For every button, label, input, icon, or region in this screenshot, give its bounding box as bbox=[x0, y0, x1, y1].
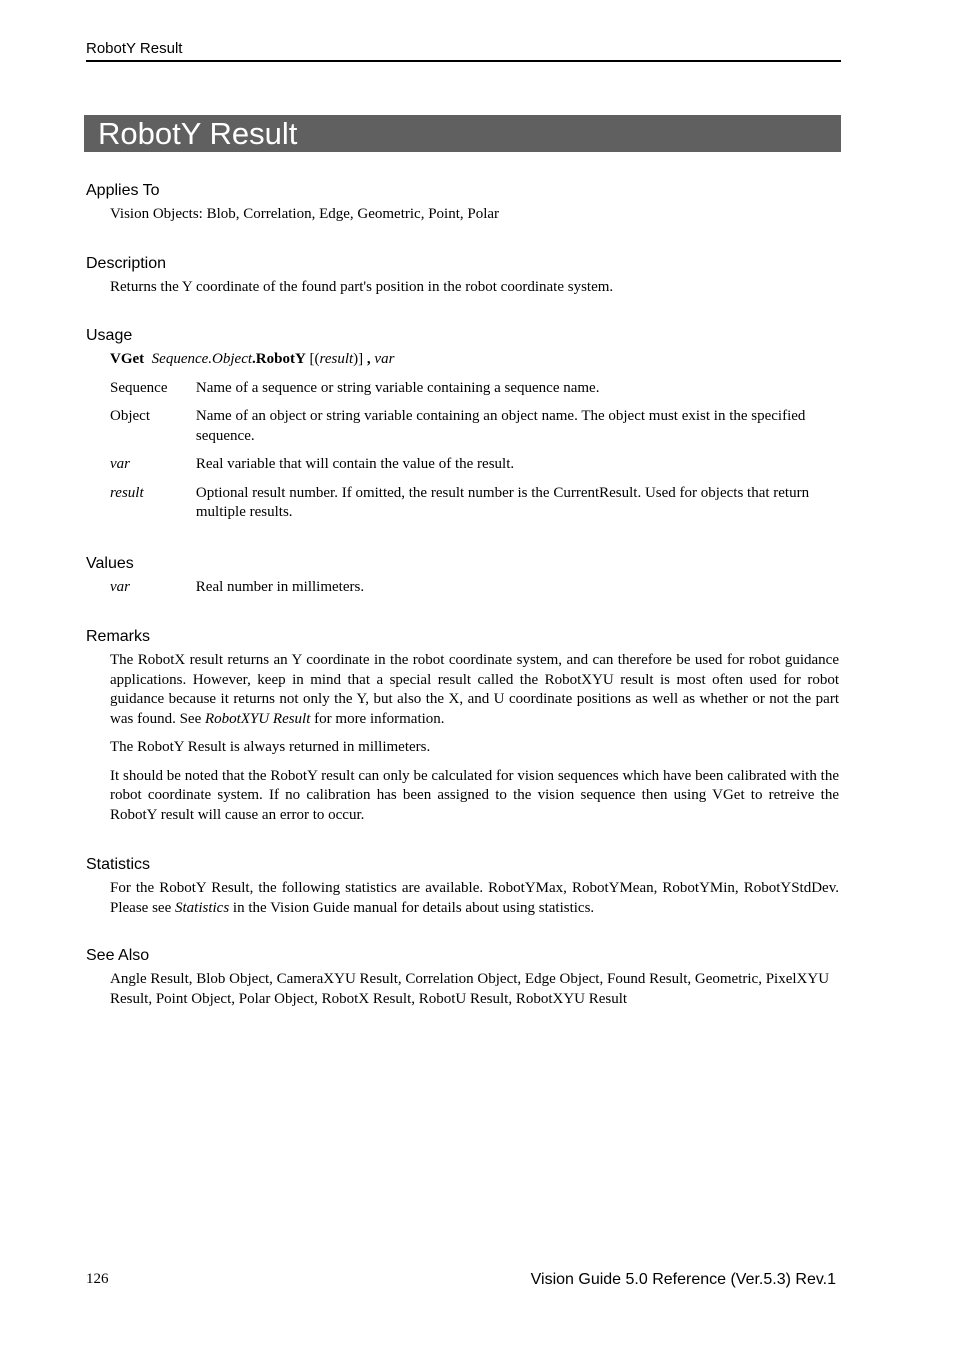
param-name: Object bbox=[110, 408, 150, 424]
remarks-text: for more information. bbox=[310, 710, 445, 727]
applies-to-heading: Applies To bbox=[86, 182, 160, 199]
param-row bbox=[110, 484, 839, 532]
description-text: Returns the Y coordinate of the found part's position in the robot coordinate system. bbox=[110, 279, 614, 295]
param-desc: Optional result number. If omitted, the result number is the CurrentResult. Used for objects that return multiple results. bbox=[195, 484, 810, 520]
statistics-text bbox=[110, 879, 839, 918]
syntax-command: VGet bbox=[110, 351, 145, 367]
usage-section bbox=[86, 326, 844, 532]
values-table bbox=[110, 578, 839, 607]
see-also-section bbox=[86, 946, 844, 1018]
syntax-sequence-object: Sequence.Object bbox=[151, 351, 253, 367]
param-name: var bbox=[110, 456, 130, 472]
page-number: 126 bbox=[86, 1271, 109, 1287]
remarks-heading: Remarks bbox=[86, 628, 151, 645]
usage-parameter-table bbox=[110, 379, 839, 532]
description-heading: Description bbox=[86, 255, 167, 272]
remarks-paragraph-3: It should be noted that the RobotY result can only be calculated for vision sequences which have been calibrated with the robot coordinate system. If no calibration has been assigned to the vision sequence then using VGet to retreive the RobotY result will cause an error to occur. bbox=[110, 767, 839, 823]
syntax-var: var bbox=[374, 351, 395, 367]
syntax-result: result bbox=[319, 351, 354, 367]
value-row bbox=[110, 578, 839, 607]
remarks-paragraph-2: The RobotY Result is always returned in millimeters. bbox=[110, 739, 431, 755]
param-desc: Real variable that will contain the value of the result. bbox=[195, 456, 515, 472]
see-also-text: Angle Result, Blob Object, CameraXYU Result, Correlation Object, Edge Object, Found Result, Geometric, PixelXYU Result, Point Object, Polar Object, RobotX Result, RobotU Result, RobotXYU Result bbox=[110, 971, 830, 1007]
applies-to-section bbox=[86, 181, 844, 234]
param-name: Sequence bbox=[110, 379, 168, 396]
syntax-open-bracket: [( bbox=[305, 351, 320, 367]
robotxyu-reference: RobotXYU Result bbox=[204, 710, 311, 727]
page-title: RobotY Result bbox=[84, 115, 841, 152]
applies-to-text: Vision Objects: Blob, Correlation, Edge, Geometric, Point, Polar bbox=[110, 206, 500, 222]
syntax-close-bracket: )] bbox=[353, 351, 367, 367]
remarks-text: The RobotX result returns an Y coordinate in the robot coordinate system, and can therefore be used for robot guidance applications. However, keep in mind that a special result called the RobotXYU result is most often used for robot guidance because it returns not only the Y, but also the X, and U coordinate positions as well as whether or not the part was found. See bbox=[110, 652, 839, 727]
usage-heading: Usage bbox=[86, 327, 133, 344]
statistics-heading: Statistics bbox=[86, 856, 151, 873]
running-header: RobotY Result bbox=[86, 40, 841, 62]
param-name: result bbox=[110, 484, 144, 501]
statistics-text-part: in the Vision Guide manual for details about using statistics. bbox=[229, 899, 595, 916]
value-name: var bbox=[110, 579, 130, 595]
values-heading: Values bbox=[86, 555, 134, 572]
description-section bbox=[86, 254, 844, 307]
param-row bbox=[110, 407, 839, 455]
param-row bbox=[110, 455, 839, 484]
values-section bbox=[86, 554, 844, 607]
syntax-property: .RobotY bbox=[252, 351, 306, 367]
statistics-reference: Statistics bbox=[174, 899, 230, 916]
param-desc: Name of an object or string variable containing an object name. The object must exist in the specified sequence. bbox=[195, 408, 806, 444]
statistics-text-part: For the RobotY Result, the following statistics are available. RobotYMax, RobotYMean, RobotYMin, RobotYStdDev. Please see bbox=[110, 880, 839, 916]
param-row bbox=[110, 379, 839, 408]
see-also-heading: See Also bbox=[86, 947, 150, 964]
syntax-comma: , bbox=[366, 351, 371, 367]
statistics-section bbox=[86, 855, 844, 927]
document-title: Vision Guide 5.0 Reference (Ver.5.3) Rev.1 bbox=[530, 1271, 836, 1288]
value-desc: Real number in millimeters. bbox=[195, 579, 365, 595]
usage-syntax bbox=[110, 350, 839, 370]
remarks-paragraph-1 bbox=[110, 651, 839, 729]
remarks-section bbox=[86, 627, 844, 834]
param-desc: Name of a sequence or string variable containing a sequence name. bbox=[195, 379, 600, 396]
